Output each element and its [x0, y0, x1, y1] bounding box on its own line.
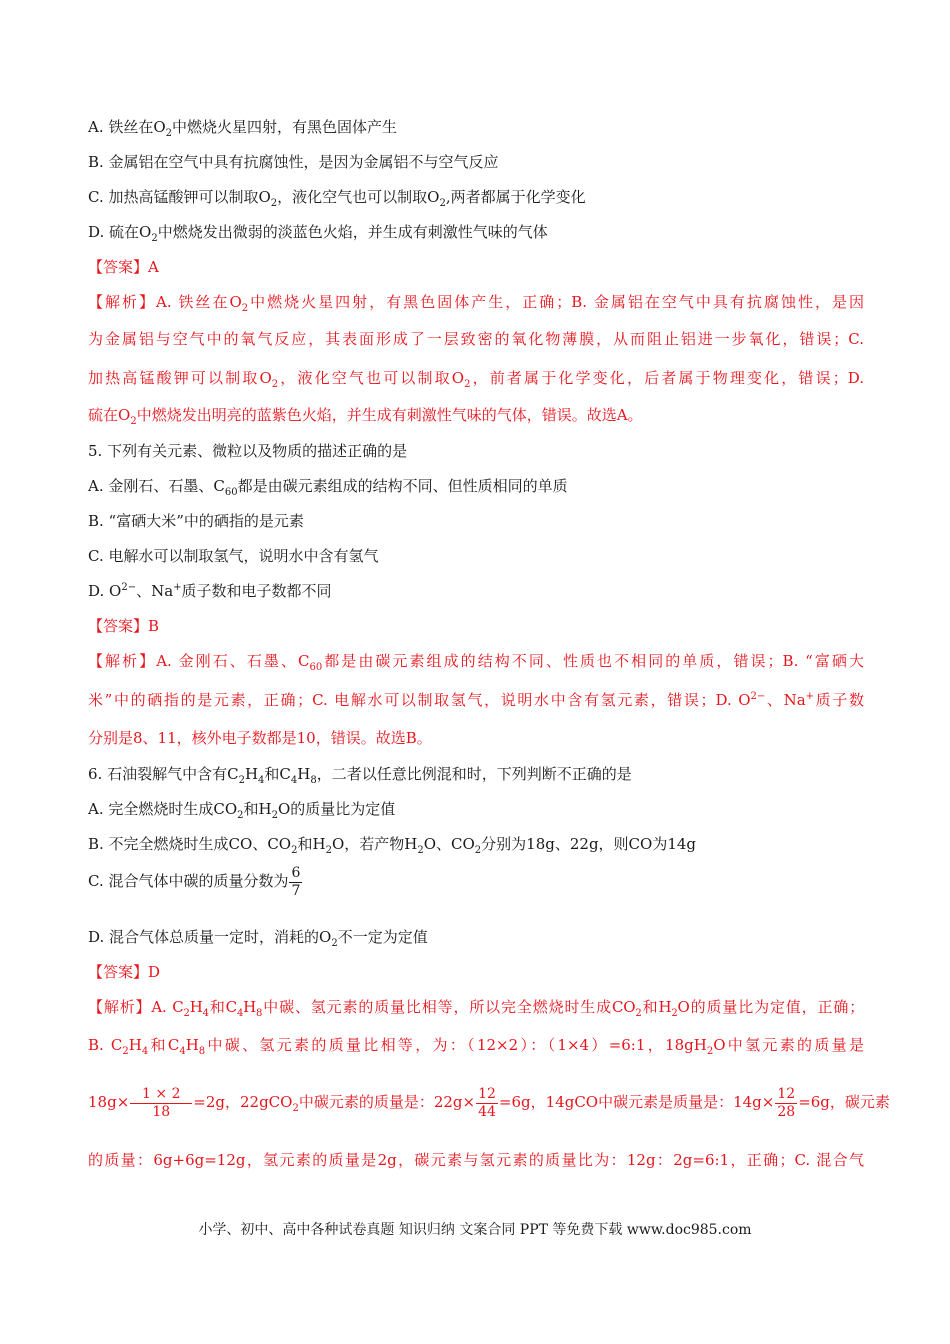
q4-option-b: B. 金属铝在空气中具有抗腐蚀性，是因为金属铝不与空气反应 — [88, 153, 499, 171]
answer-value: B — [148, 617, 160, 635]
q6-explanation-line-2: B. $C_2H_4$和$C_4H_8$中碳、氢元素的质量比相等，为：（12×2）：（1×4）=6:1，$18gH_2O$中氢元素的质量是 — [88, 1036, 864, 1057]
q4-explanation-line-4: 硫在$O_2$中燃烧发出明亮的蓝紫色火焰，并生成有刺激性气味的气体，错误。故选A。 — [88, 406, 643, 427]
explanation-label: 【解析】 — [88, 998, 152, 1016]
fraction-c-in-co2: $\frac{12}{44}$ — [478, 1085, 496, 1120]
q6-option-c: C. 混合气体中碳的质量分数为 $\frac{6}{7}$ — [88, 864, 301, 899]
q5-explanation-line-3: 分别是8、11，核外电子数都是10，错误。故选B。 — [88, 729, 432, 747]
answer-label: 【答案】 — [88, 258, 149, 276]
q5-option-d: D. $O^{2-}$、Na+质子数和电子数都不同 — [88, 582, 332, 600]
q5-stem: 5. 下列有关元素、微粒以及物质的描述正确的是 — [88, 442, 408, 460]
q6-option-b: B. 不完全燃烧时生成CO、$CO_2$和$H_2O$，若产物$H_2O$、$CO_2$分别为18g、22g，则CO为14g — [88, 835, 697, 856]
q5-explanation-line-2: 米”中的硒指的是元素，正确；C. 电解水可以制取氢气，说明水中含有氢元素，错误；D. $O^{2-}$、Na+质子数 — [88, 691, 864, 709]
q5-answer — [88, 616, 159, 636]
q4-explanation-line-1: 【解析】A. 铁丝在$O_2$中燃烧火星四射，有黑色固体产生，正确；B. 金属铝在空气中具有抗腐蚀性，是因 — [88, 293, 864, 314]
q6-explanation-line-1: 【解析】A. $C_2H_4$和$C_4H_8$中碳、氢元素的质量比相等，所以完全燃烧时生成$CO_2$和$H_2O$的质量比为定值，正确； — [88, 998, 865, 1019]
explanation-label: 【解析】 — [88, 652, 157, 670]
page-footer: 小学、初中、高中各种试卷真题 知识归纳 文案合同 PPT 等免费下载 www.doc985.com — [198, 1222, 752, 1238]
answer-label: 【答案】 — [88, 617, 149, 635]
q6-option-a: A. 完全燃烧时生成$CO_2$和$H_2O$的质量比为定值 — [88, 800, 396, 821]
answer-label: 【答案】 — [88, 963, 149, 981]
q4-explanation-line-2: 为金属铝与空气中的氧气反应，其表面形成了一层致密的氧化物薄膜，从而阻止铝进一步氧化，错误；C. — [88, 330, 864, 348]
q6-explanation-line-3: 18g× $\frac{1 \times 2}{18}$ =2g，22gCO$_2$中碳元素的质量是：22g× $\frac{12}{44}$ =6g，14gCO中碳元素是质量是：14g× $\frac{12}{28}$ =6g，碳元素 — [88, 1085, 890, 1120]
q6-stem: 6. 石油裂解气中含有$C_2H_4$和$C_4H_8$，二者以任意比例混和时，下列判断不正确的是 — [88, 765, 632, 786]
q5-option-c: C. 电解水可以制取氢气，说明水中含有氢气 — [88, 547, 379, 565]
explanation-label: 【解析】 — [88, 293, 157, 311]
q5-explanation-line-1: 【解析】A. 金刚石、石墨、$C_{60}$都是由碳元素组成的结构不同、性质也不相同的单质，错误；B. “富硒大 — [88, 652, 864, 673]
q4-option-c: C. 加热高锰酸钾可以制取$O_2$，液化空气也可以制取$O_2$,两者都属于化学变化 — [88, 188, 586, 209]
q5-option-b: B. “富硒大米”中的硒指的是元素 — [88, 512, 304, 530]
q4-option-d: D. 硫在$O_2$中燃烧发出微弱的淡蓝色火焰，并生成有刺激性气味的气体 — [88, 223, 548, 244]
q4-explanation-line-3: 加热高锰酸钾可以制取$O_2$，液化空气也可以制取$O_2$，前者属于化学变化，后者属于物理变化，错误；D. — [88, 369, 864, 390]
q5-option-a: A. 金刚石、石墨、$C_{60}$都是由碳元素组成的结构不同、但性质相同的单质 — [88, 477, 568, 498]
q4-answer — [88, 257, 159, 277]
fraction-c-in-co: $\frac{12}{28}$ — [777, 1085, 796, 1120]
answer-value: A — [148, 258, 159, 276]
q6-explanation-line-4: 的质量：6g+6g=12g，氢元素的质量是2g，碳元素与氢元素的质量比为：12g：2g=6:1，正确；C. 混合气 — [88, 1151, 864, 1169]
q6-answer — [88, 962, 160, 982]
q6-option-d: D. 混合气体总质量一定时，消耗的$O_2$不一定为定值 — [88, 928, 428, 949]
fraction-six-sevenths: $\frac{6}{7}$ — [291, 864, 301, 899]
answer-value: D — [148, 963, 161, 981]
fraction-h-mass: $\frac{1 \times 2}{18}$ — [130, 1086, 192, 1121]
q4-option-a: A. 铁丝在$O_2$中燃烧火星四射，有黑色固体产生 — [88, 118, 398, 139]
